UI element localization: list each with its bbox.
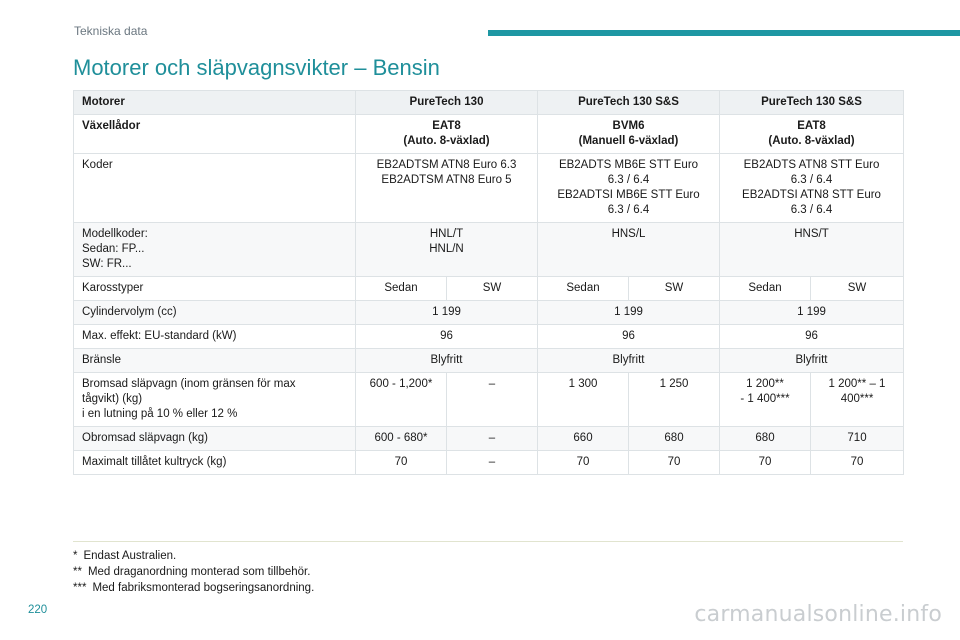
row-label-power: Max. effekt: EU-standard (kW) (74, 325, 356, 349)
footnote-mark: *** (73, 582, 87, 594)
table-row (74, 223, 904, 277)
table-row (74, 373, 904, 427)
table-row (74, 349, 904, 373)
row-label-nose-weight: Maximalt tillåtet kultryck (kg) (74, 451, 356, 475)
nose-weight-cell: 70 (720, 451, 811, 475)
header-cell-engines: Motorer (74, 91, 356, 115)
footnote-text: Med fabriksmonterad bogseringsanordning. (92, 582, 315, 594)
table-header-row (74, 91, 904, 115)
footnote (73, 564, 903, 580)
gearbox-cell-1: EAT8 (Auto. 8-växlad) (356, 115, 538, 154)
body-type-cell: Sedan (356, 277, 447, 301)
unbraked-trailer-cell: – (447, 427, 538, 451)
table-row (74, 277, 904, 301)
header-cell-engine-2: PureTech 130 S&S (538, 91, 720, 115)
row-label-gearbox: Växellådor (74, 115, 356, 154)
body-type-cell: Sedan (720, 277, 811, 301)
nose-weight-cell: 70 (811, 451, 904, 475)
row-label-displacement: Cylindervolym (cc) (74, 301, 356, 325)
header-cell-engine-1: PureTech 130 (356, 91, 538, 115)
unbraked-trailer-cell: 680 (720, 427, 811, 451)
braked-trailer-cell: 1 200** - 1 400*** (720, 373, 811, 427)
watermark: carmanualsonline.info (694, 602, 942, 627)
codes-cell-3: EB2ADTS ATN8 STT Euro 6.3 / 6.4 EB2ADTSI ATN8 STT Euro 6.3 / 6.4 (720, 154, 904, 223)
row-label-model-codes: Modellkoder: Sedan: FP... SW: FR... (74, 223, 356, 277)
braked-trailer-cell: 1 250 (629, 373, 720, 427)
footnotes (73, 541, 903, 596)
displacement-cell: 1 199 (538, 301, 720, 325)
table-row (74, 427, 904, 451)
displacement-cell: 1 199 (720, 301, 904, 325)
nose-weight-cell: 70 (356, 451, 447, 475)
braked-trailer-cell: 600 - 1,200* (356, 373, 447, 427)
row-label-body-types: Karosstyper (74, 277, 356, 301)
unbraked-trailer-cell: 710 (811, 427, 904, 451)
unbraked-trailer-cell: 680 (629, 427, 720, 451)
fuel-cell: Blyfritt (356, 349, 538, 373)
footnote-mark: ** (73, 566, 82, 578)
power-cell: 96 (356, 325, 538, 349)
fuel-cell: Blyfritt (720, 349, 904, 373)
model-codes-cell-1: HNL/T HNL/N (356, 223, 538, 277)
braked-trailer-cell: – (447, 373, 538, 427)
body-type-cell: SW (447, 277, 538, 301)
gearbox-cell-3: EAT8 (Auto. 8-växlad) (720, 115, 904, 154)
header-cell-engine-3: PureTech 130 S&S (720, 91, 904, 115)
footnote (73, 580, 903, 596)
accent-bar (488, 30, 960, 36)
spec-table (73, 90, 904, 475)
table-row (74, 451, 904, 475)
nose-weight-cell: 70 (538, 451, 629, 475)
footnote-text: Med draganordning monterad som tillbehör. (87, 566, 311, 578)
section-label: Tekniska data (74, 24, 148, 38)
braked-trailer-cell: 1 200** – 1 400*** (811, 373, 904, 427)
row-label-fuel: Bränsle (74, 349, 356, 373)
model-codes-cell-3: HNS/T (720, 223, 904, 277)
body-type-cell: Sedan (538, 277, 629, 301)
gearbox-cell-2: BVM6 (Manuell 6-växlad) (538, 115, 720, 154)
nose-weight-cell: 70 (629, 451, 720, 475)
row-label-unbraked-trailer: Obromsad släpvagn (kg) (74, 427, 356, 451)
table-row (74, 301, 904, 325)
footnote-text: Endast Australien. (83, 550, 177, 562)
unbraked-trailer-cell: 660 (538, 427, 629, 451)
body-type-cell: SW (811, 277, 904, 301)
footnote-mark: * (73, 550, 78, 562)
table-row (74, 325, 904, 349)
power-cell: 96 (720, 325, 904, 349)
displacement-cell: 1 199 (356, 301, 538, 325)
codes-cell-2: EB2ADTS MB6E STT Euro 6.3 / 6.4 EB2ADTSI MB6E STT Euro 6.3 / 6.4 (538, 154, 720, 223)
table-row (74, 154, 904, 223)
table-row (74, 115, 904, 154)
model-codes-cell-2: HNS/L (538, 223, 720, 277)
page-title: Motorer och släpvagnsvikter – Bensin (73, 55, 440, 80)
row-label-braked-trailer: Bromsad släpvagn (inom gränsen för max tågvikt) (kg) i en lutning på 10 % eller 12 % (74, 373, 356, 427)
body-type-cell: SW (629, 277, 720, 301)
fuel-cell: Blyfritt (538, 349, 720, 373)
page-number: 220 (28, 604, 48, 616)
nose-weight-cell: – (447, 451, 538, 475)
power-cell: 96 (538, 325, 720, 349)
codes-cell-1: EB2ADTSM ATN8 Euro 6.3 EB2ADTSM ATN8 Euro 5 (356, 154, 538, 223)
row-label-codes: Koder (74, 154, 356, 223)
unbraked-trailer-cell: 600 - 680* (356, 427, 447, 451)
braked-trailer-cell: 1 300 (538, 373, 629, 427)
footnote (73, 548, 903, 564)
